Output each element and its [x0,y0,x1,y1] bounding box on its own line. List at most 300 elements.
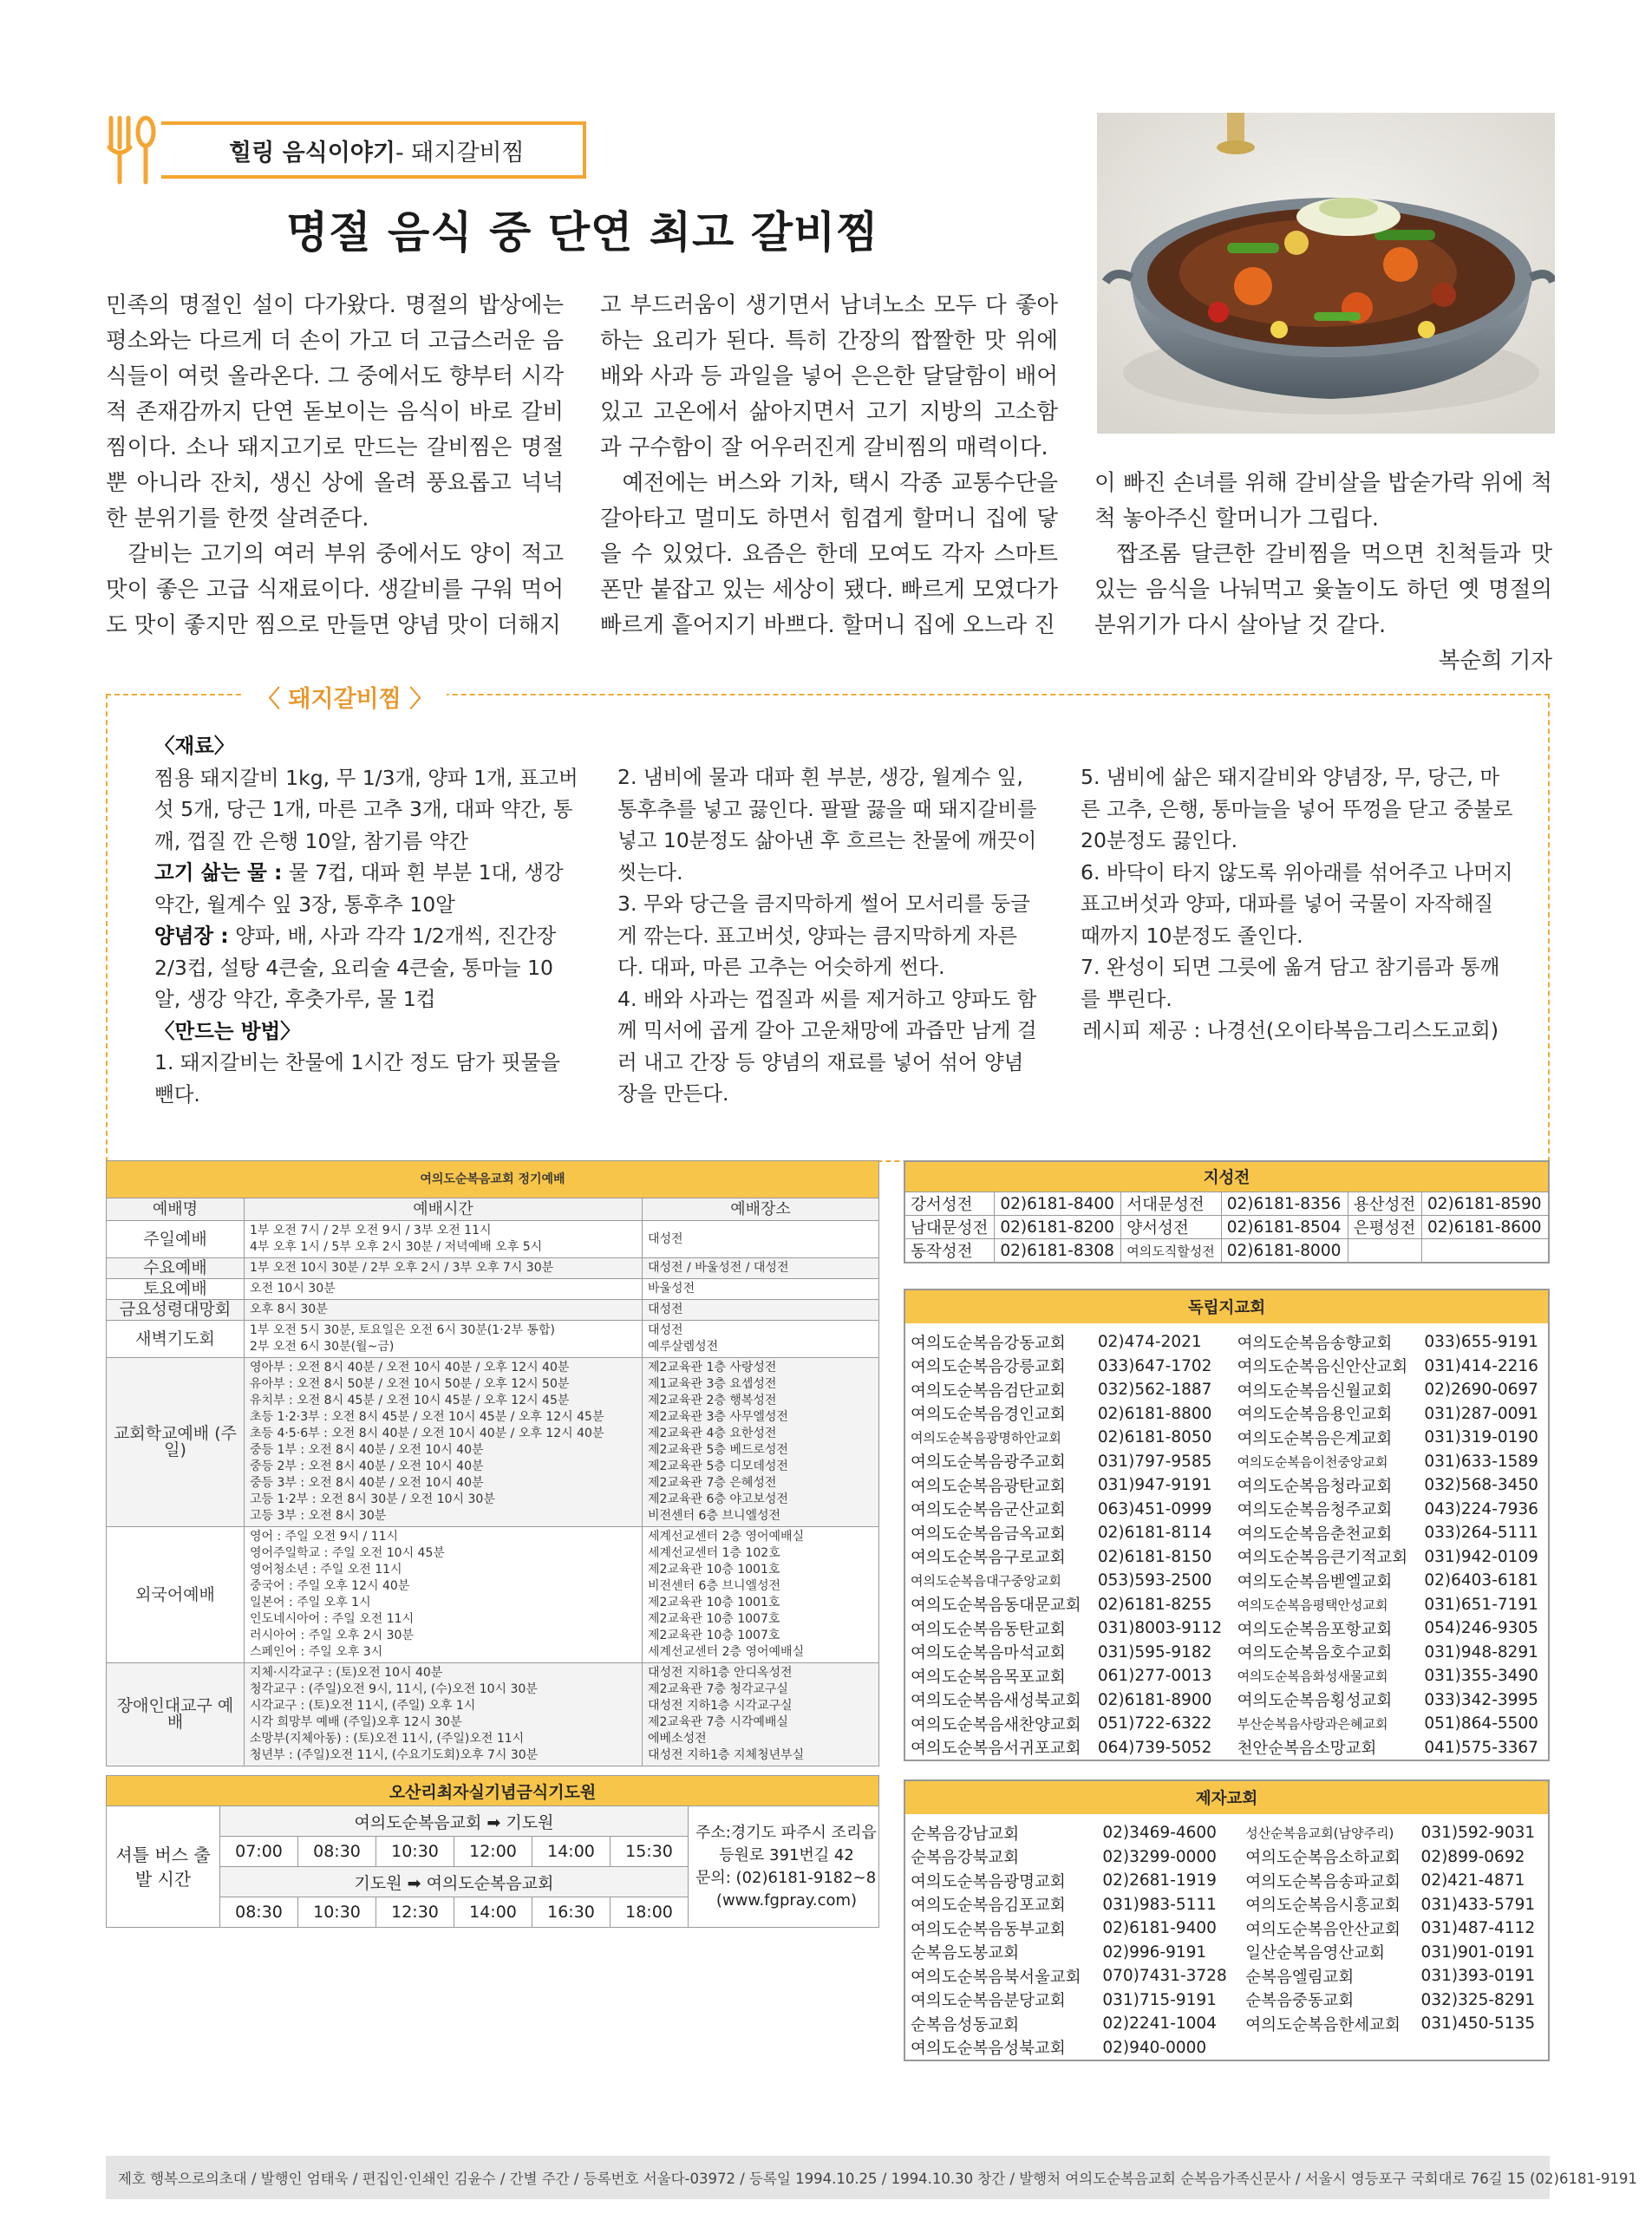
shuttle-time: 10:30 [298,1897,376,1928]
church-name: 여의도순복음구로교회 [911,1549,1066,1568]
recipe-step: 6. 바닥이 타지 않도록 위아래를 섞어주고 나머지 표고버섯과 양파, 대파를 넣어 국물이 자작해질 때까지 10분정도 졸인다. [1081,859,1513,948]
church-name: 여의도순복음이천중앙교회 [1237,1453,1388,1470]
branch-name: 여의도직할성전 [1121,1239,1222,1263]
service-name: 새벽기도회 [107,1321,245,1358]
church-name: 순복음강남교회 [911,1825,1020,1844]
shuttle-time: 08:30 [298,1837,376,1867]
service-time: 초등 4·5·6부 : 오전 8시 40분 / 오전 10시 40분 / 오후 12시 40분 [250,1427,604,1440]
service-time: 1부 오전 10시 30분 / 2부 오후 2시 / 3부 오후 7시 30분 [245,1258,643,1279]
service-place: 제1교육관 3층 요셉성전 [648,1377,777,1391]
church-row [904,1593,1549,1617]
church-name: 여의도순복음군산교회 [911,1501,1066,1520]
church-name: 천안순복음소망교회 [1237,1740,1377,1759]
branch-name: 서대문성전 [1121,1192,1222,1216]
recipe-step: 5. 냄비에 삶은 돼지갈비와 양념장, 무, 당근, 마른 고추, 은행, 통마늘을 넣어 뚜껑을 닫고 중불로 20분정도 끓인다. [1081,765,1513,852]
disciple-title: 제자교회 [904,1780,1549,1814]
materials-heading: 〈재료〉 [154,734,235,758]
service-place: 대성전 지하1층 시각교구실 [648,1699,793,1713]
church-name: 여의도순복음경인교회 [911,1406,1066,1425]
service-place: 대성전 / 바울성전 / 대성전 [643,1258,879,1279]
osan-title: 오산리최자실기념금식기도원 [107,1776,879,1806]
osan-phone: 문의: (02)6181-9182~8 [695,1868,877,1887]
church-name: 여의도순복음춘천교회 [1237,1525,1393,1544]
church-row [904,1355,1549,1379]
church-phone: 031)633-1589 [1424,1452,1538,1471]
service-time: 인도네시아어 : 주일 오전 11시 [250,1612,415,1626]
church-name: 여의도순복음서귀포교회 [911,1740,1081,1759]
recipe-step: 7. 완성이 되면 그릇에 옮겨 담고 참기름과 통깨를 뿌린다. [1081,955,1500,1011]
church-name: 여의도순복음동부교회 [911,1920,1066,1939]
church-phone: 032)568-3450 [1424,1476,1538,1495]
service-time: 오후 8시 30분 [245,1300,643,1321]
church-phone: 02)474-2021 [1097,1333,1202,1352]
branch-phone: 02)6181-8356 [1221,1192,1348,1216]
colophon: 제호 행복으로의초대 / 발행인 엄태욱 / 편집인·인쇄인 김윤수 / 간별 주간 / 등록번호 서울다-03972 / 등록일 1994.10.25 / 1994.10.30 창간 / 발행처 여의도순복음교회 순복음가족신문사 / 서울시 영등포구 국회대로 76길 15 (02)6181-9191 [106,2156,1550,2199]
branch-phone: 02)6181-8504 [1221,1216,1348,1239]
church-row [904,1330,1549,1355]
church-row [904,1964,1549,1988]
service-time: 스페인어 : 주일 오후 3시 [250,1645,383,1659]
church-phone: 032)325-8291 [1420,1990,1536,2009]
church-row [904,1450,1549,1474]
service-time: 초등 1·2·3부 : 오전 8시 45분 / 오전 10시 45분 / 오후 12시 45분 [250,1410,604,1424]
church-name: 여의도순복음안산교회 [1245,1920,1401,1939]
branch-name: 남대문성전 [904,1216,995,1239]
article-paragraph: 짭조롬 달큰한 갈비찜을 먹으면 친척들과 맛있는 음식을 나눠먹고 윷놀이도 하던 옛 명절의 분위기가 다시 살아날 것 같다. [1094,541,1552,638]
service-name: 교회학교예배 (주일) [107,1358,245,1527]
church-phone: 031)651-7191 [1424,1595,1538,1614]
worship-schedule [106,1160,879,1928]
church-name: 여의도순복음청주교회 [1237,1501,1393,1520]
church-row [904,1916,1549,1941]
service-place: 세계선교센터 2층 영어예배실 [648,1645,805,1659]
shuttle-time: 14:00 [532,1837,611,1867]
sauce-text: 양파, 배, 사과 각각 1/2개씩, 진간장 2/3컵, 설탕 4큰술, 요리술 4큰술, 통마늘 10알, 생강 약간, 후춧가루, 물 1컵 [154,924,557,1011]
church-row [904,1688,1549,1713]
branches-title: 지성전 [904,1161,1549,1192]
service-time-list [245,1663,643,1766]
church-row [904,1712,1549,1736]
service-place: 제2교육관 4층 요한성전 [648,1427,777,1440]
church-phone: 031)715-9191 [1102,1990,1217,2009]
service-name: 토요예배 [107,1279,245,1300]
church-row [904,1473,1549,1498]
church-phone: 051)722-6322 [1097,1714,1212,1734]
service-time: 시각 희망부 예배 (주일)오후 12시 30분 [250,1715,462,1729]
osan-address: 등원로 391번길 42 [719,1845,854,1864]
church-name: 여의도순복음은계교회 [1237,1429,1393,1448]
church-name: 부산순복음사랑과은혜교회 [1237,1716,1388,1733]
church-name: 여의도순복음광주교회 [911,1453,1066,1472]
disciple-box [904,1779,1550,2061]
service-place: 제2교육관 3층 사무엘성전 [648,1410,788,1424]
article-paragraph: 고 부드러움이 생기면서 남녀노소 모두 다 좋아하는 요리가 된다. 특히 간장의 짭짤한 맛 위에 배와 사과 등 과일을 넣어 은은한 달달함이 배어 있고 고온에서 삶아지면서 고기 지방의 고소함과 구수함이 잘 어우러진게 갈비찜의 매력이다. [600,292,1058,460]
church-name: 여의도순복음강릉교회 [911,1358,1066,1377]
article-column-1 [106,288,564,643]
service-name: 외국어예배 [107,1527,245,1663]
church-phone: 033)647-1702 [1097,1356,1212,1375]
service-place: 제2교육관 1층 사랑성전 [648,1361,777,1374]
church-row [904,1569,1549,1593]
church-phone: 02)2690-0697 [1424,1381,1538,1400]
church-name: 순복음성동교회 [911,2015,1020,2034]
church-name: 여의도순복음금옥교회 [911,1525,1066,1544]
church-row [904,1521,1549,1545]
service-place: 제2교육관 10층 1001호 [648,1563,780,1577]
section-tag-subtitle: - 돼지갈비찜 [395,139,525,166]
service-time: 유아부 : 오전 8시 50분 / 오전 10시 50분 / 오후 12시 50분 [250,1377,570,1391]
church-name: 여의도순복음북서울교회 [911,1968,1081,1987]
church-name: 여의도순복음분당교회 [911,1992,1066,2011]
branch-name: 은평성전 [1348,1216,1421,1239]
headline: 명절 음식 중 단연 최고 갈비찜 [286,206,879,258]
service-place: 세계선교센터 1층 102호 [648,1546,780,1560]
service-place-list [643,1527,879,1663]
church-phone: 031)948-8291 [1424,1642,1538,1662]
church-name: 여의도순복음강동교회 [911,1334,1066,1353]
article-column-2 [600,288,1058,643]
church-name: 여의도순복음소하교회 [1245,1849,1401,1868]
church-phone: 02)6181-8050 [1097,1428,1212,1447]
recipe-step: 3. 무와 당근을 큼지막하게 썰어 모서리를 둥글게 깎는다. 표고버섯, 양파는 큼지막하게 자른다. 대파, 마른 고추는 어슷하게 썬다. [617,891,1030,979]
recipe-column-2 [617,761,1042,1110]
shuttle-time: 12:30 [376,1897,454,1928]
service-time: 영어주일학교 : 주일 오전 10시 45분 [250,1546,445,1560]
service-time: 청각교구 : (주일)오전 9시, 11시, (수)오전 10시 30분 [250,1682,538,1696]
church-name: 여의도순복음횡성교회 [1237,1692,1393,1711]
service-place-list [643,1663,879,1766]
recipe-title: 〈 돼지갈비찜 〉 [243,680,447,714]
service-time: 중등 3부 : 오전 8시 40분 / 오전 10시 40분 [250,1476,484,1490]
church-phone: 031)947-9191 [1097,1476,1212,1495]
church-phone: 02)6181-8255 [1097,1595,1212,1614]
branch-name: 동작성전 [904,1239,995,1263]
church-name: 여의도순복음마석교회 [911,1644,1066,1663]
branch-phone: 02)6181-8200 [995,1216,1121,1239]
shuttle-time: 07:00 [220,1837,298,1867]
church-name: 여의도순복음신안산교회 [1237,1358,1408,1377]
branch-phone: 02)6181-8600 [1421,1216,1549,1239]
materials-text: 찜용 돼지갈비 1kg, 무 1/3개, 양파 1개, 표고버섯 5개, 당근 1개, 마른 고추 3개, 대파 약간, 통깨, 껍질 깐 은행 10알, 참기름 약간 [154,765,578,853]
service-place: 제2교육관 10층 1007호 [648,1629,780,1642]
church-phone: 031)393-0191 [1420,1967,1536,1986]
church-name: 여의도순복음큰기적교회 [1237,1549,1408,1568]
shuttle-label: 셔틀 버스 출발 시간 [107,1806,220,1928]
church-phone: 053)593-2500 [1097,1571,1212,1590]
recipe-step: 2. 냄비에 물과 대파 흰 부분, 생강, 월계수 잎, 통후추를 넣고 끓인다. 팔팔 끓을 때 돼지갈비를 넣고 10분정도 삶아낸 후 흐르는 찬물에 깨끗이 씻는다. [617,765,1037,885]
church-phone: 02)2681-1919 [1102,1871,1217,1890]
branch-phone [1421,1239,1549,1263]
service-name: 금요성령대망회 [107,1300,245,1321]
church-phone: 033)264-5111 [1424,1524,1538,1543]
church-name: 여의도순복음광명하안교회 [911,1430,1061,1446]
church-name: 순복음강북교회 [911,1849,1020,1868]
church-phone: 032)562-1887 [1097,1381,1212,1400]
shuttle-time: 18:00 [611,1897,689,1928]
church-phone: 02)996-9191 [1102,1942,1207,1962]
method-heading: 〈만드는 방법〉 [154,1018,301,1043]
church-name: 일산순복음영산교회 [1245,1944,1386,1963]
service-time-list [245,1358,643,1527]
service-time: 중국어 : 주일 오후 12시 40분 [250,1579,410,1593]
church-phone: 02)940-0000 [1102,2038,1207,2057]
service-time: 청년부 : (주일)오전 11시, (수요기도회)오후 7시 30분 [250,1748,539,1762]
church-row [904,1736,1549,1761]
galbijjim-photo [1097,113,1555,434]
shuttle-time: 14:00 [454,1897,532,1928]
church-name: 여의도순복음동대문교회 [911,1596,1081,1616]
church-phone: 033)655-9191 [1424,1333,1538,1352]
service-name: 주일예배 [107,1221,245,1258]
church-name: 여의도순복음용인교회 [1237,1406,1393,1425]
church-row [904,1988,1549,2013]
service-place: 바울성전 [643,1279,879,1300]
church-phone: 031)942-0109 [1424,1547,1538,1566]
service-place: 제2교육관 6층 야고보성전 [648,1492,788,1506]
church-phone: 02)421-4871 [1420,1871,1525,1890]
church-phone: 031)287-0091 [1424,1404,1538,1423]
branch-phone: 02)6181-8590 [1421,1192,1549,1216]
recipe-column-3 [1081,761,1514,1047]
branch-name [1348,1239,1421,1263]
church-phone: 02)3469-4600 [1102,1824,1217,1843]
church-phone: 031)901-0191 [1420,1942,1536,1962]
church-name: 여의도순복음호수교회 [1237,1644,1393,1663]
service-time: 고등 1·2부 : 오전 8시 30분 / 오전 10시 30분 [250,1492,495,1506]
church-row [904,1402,1549,1427]
church-name: 여의도순복음청라교회 [1237,1477,1393,1496]
church-phone: 02)6181-8114 [1097,1524,1212,1543]
osan-address: 주소:경기도 파주시 조리읍 [695,1823,877,1842]
service-time: 고등 3부 : 오전 8시 30분 [250,1509,387,1523]
shuttle-time: 10:30 [376,1837,454,1867]
sauce-label: 양념장 : [154,924,229,948]
shuttle-time: 12:00 [454,1837,532,1867]
church-name: 여의도순복음신월교회 [1237,1381,1393,1401]
service-time: 1부 오전 7시 / 2부 오전 9시 / 3부 오전 11시 [250,1224,492,1237]
church-row [904,2012,1549,2036]
service-place: 대성전 [643,1221,879,1258]
church-row [904,1641,1549,1665]
service-name: 장애인대교구 예배 [107,1663,245,1766]
church-name: 여의도순복음새성북교회 [911,1692,1081,1711]
church-phone: 064)739-5052 [1097,1738,1212,1757]
church-phone [1416,2036,1549,2061]
church-phone: 031)433-5791 [1420,1895,1536,1914]
church-name: 여의도순복음동탄교회 [911,1620,1066,1639]
church-row [904,1941,1549,1965]
service-place: 에베소성전 [648,1732,707,1746]
church-name [1240,2036,1415,2061]
service-time: 시각교구 : (토)오전 11시, (주일) 오후 1시 [250,1699,476,1713]
church-name: 여의도순복음한세교회 [1245,2015,1401,2034]
church-name: 여의도순복음포항교회 [1237,1620,1393,1639]
church-phone: 02)6403-6181 [1424,1571,1538,1590]
church-name: 여의도순복음광탄교회 [911,1477,1066,1496]
church-phone: 033)342-3995 [1424,1690,1538,1709]
church-name: 여의도순복음송향교회 [1237,1334,1393,1353]
recipe-column-1 [154,730,579,1110]
church-row [904,1664,1549,1688]
recipe-credit: 레시피 제공 : 나경선(오이타복음그리스도교회) [1082,1018,1499,1042]
service-place: 제2교육관 5층 베드로성전 [648,1443,788,1457]
article-paragraph: 이 빠진 손녀를 위해 갈비살을 밥숟가락 위에 척척 놓아주신 할머니가 그립다. [1094,470,1552,532]
church-row [904,1378,1549,1402]
service-place-list [643,1358,879,1527]
service-place: 대성전 [643,1300,879,1321]
church-phone: 02)899-0692 [1420,1847,1525,1866]
church-name: 여의도순복음평택안성교회 [1237,1596,1388,1613]
church-name: 순복음엘림교회 [1245,1968,1355,1987]
service-time: 1부 오전 5시 30분, 토요일은 오전 6시 30분(1·2부 통합) [250,1323,555,1337]
recipe-step: 4. 배와 사과는 껍질과 씨를 제거하고 양파도 함께 믹서에 곱게 갈아 고운채망에 과즙만 남게 걸러 내고 간장 등 양념의 재료를 넣어 섞어 양념장을 만든다. [617,986,1037,1106]
church-phone: 02)6181-8900 [1097,1690,1212,1709]
utensils-icon [104,113,160,187]
service-place: 제2교육관 10층 1001호 [648,1596,780,1610]
article-paragraph: 민족의 명절인 설이 다가왔다. 명절의 밥상에는 평소와는 다르게 더 손이 가고 더 고급스러운 음식들이 여럿 올라온다. 그 중에서도 향부터 시각적 존재감까지 단연 돋보이는 음식이 바로 갈비찜이다. 소나 돼지고기로 만드는 갈비찜은 명절 뿐 아니라 잔치, 생신 상에 올려 풍요롭고 넉넉한 분위기를 한껏 살려준다. [106,292,564,532]
church-phone: 061)277-0013 [1097,1667,1212,1686]
church-phone: 031)414-2216 [1424,1356,1538,1375]
shuttle-route: 기도원 ➡ 여의도순복음교회 [220,1867,689,1897]
boil-label: 고기 삶는 물 : [154,860,283,885]
recipe-step: 1. 돼지갈비는 찬물에 1시간 정도 담가 핏물을 뺀다. [154,1050,561,1107]
section-tag [161,121,586,179]
church-row [904,1426,1549,1450]
service-time: 러시아어 : 주일 오후 2시 30분 [250,1629,414,1642]
shuttle-time: 15:30 [611,1837,689,1867]
service-place: 대성전 지하1층 안디옥성전 [648,1666,793,1680]
service-place: 제2교육관 7층 청각교구실 [648,1682,788,1696]
church-row [904,1616,1549,1641]
branch-name: 양서성전 [1121,1216,1222,1239]
branches-box [904,1160,1550,1263]
service-time: 2부 오전 6시 30분(월~금) [250,1340,395,1354]
service-place: 제2교육관 2층 행복성전 [648,1394,777,1407]
church-name: 여의도순복음시흥교회 [1245,1897,1401,1916]
section-tag-label: 힐링 음식이야기 [229,139,395,166]
service-time: 유치부 : 오전 8시 45분 / 오전 10시 45분 / 오후 12시 45분 [250,1394,570,1407]
church-name: 순복음도봉교회 [911,1944,1020,1963]
service-place: 대성전 지하1층 지체청년부실 [648,1748,805,1762]
church-row [904,1869,1549,1893]
church-phone: 031)595-9182 [1097,1642,1212,1662]
worship-title: 여의도순복음교회 정기예배 [107,1161,879,1198]
church-phone: 031)355-3490 [1424,1667,1538,1686]
service-time: 지체·시각교구 : (토)오전 10시 40분 [250,1666,443,1680]
shuttle-route: 여의도순복음교회 ➡ 기도원 [220,1806,689,1837]
service-time: 일본어 : 주일 오후 1시 [250,1596,371,1610]
church-name: 여의도순복음김포교회 [911,1897,1066,1916]
church-phone: 031)797-9585 [1097,1452,1212,1471]
church-name: 여의도순복음광명교회 [911,1872,1066,1891]
church-phone: 043)224-7936 [1424,1499,1538,1518]
church-row [904,2036,1549,2061]
service-time: 중등 1부 : 오전 8시 40분 / 오전 10시 40분 [250,1443,484,1457]
church-name: 여의도순복음목포교회 [911,1668,1066,1687]
service-place: 비전센터 6층 브니엘성전 [648,1509,781,1523]
col-header-name: 예배명 [107,1198,245,1221]
service-time: 소망부(지체아동) : (토)오전 11시, (주일)오전 11시 [250,1732,525,1746]
church-phone: 031)8003-9112 [1097,1619,1223,1638]
osan-website: (www.fgpray.com) [715,1890,858,1910]
article-paragraph: 갈비는 고기의 여러 부위 중에서도 양이 적고 맛이 좋은 고급 식재료이다. 생갈비를 구워 먹어도 맛이 좋지만 찜으로 만들면 양념 맛이 더해지 [106,541,564,638]
church-phone: 031)319-0190 [1424,1428,1538,1447]
church-phone: 02)6181-9400 [1102,1919,1217,1938]
church-phone: 054)246-9305 [1424,1619,1538,1638]
church-phone: 02)2241-1004 [1102,2014,1217,2034]
shuttle-time: 08:30 [220,1897,298,1928]
service-place: 대성전 [648,1323,683,1337]
service-place: 제2교육관 5층 디모데성전 [648,1459,788,1473]
church-name: 여의도순복음대구중앙교회 [911,1573,1061,1590]
church-phone: 02)6181-8150 [1097,1547,1212,1566]
branch-phone: 02)6181-8400 [995,1192,1121,1216]
shuttle-table [106,1775,879,1928]
independent-box [904,1289,1550,1761]
church-phone: 031)487-4112 [1420,1919,1536,1938]
service-time: 영아부 : 오전 8시 40분 / 오전 10시 40분 / 오후 12시 40분 [250,1361,570,1374]
service-time-list [245,1527,643,1663]
church-phone: 063)451-0999 [1097,1499,1212,1518]
article-column-3 [1094,466,1552,679]
service-time: 4부 오후 1시 / 5부 오후 2시 30분 / 저녁예배 오후 5시 [250,1240,543,1254]
service-time: 오전 10시 30분 [245,1279,643,1300]
church-row [904,1893,1549,1917]
branch-name: 강서성전 [904,1192,995,1216]
service-place: 세계선교센터 2층 영어예배실 [648,1530,805,1544]
church-phone: 031)592-9031 [1420,1824,1536,1843]
church-row [904,1821,1549,1845]
church-phone: 041)575-3367 [1424,1738,1538,1757]
service-place: 제2교육관 10층 1007호 [648,1612,780,1626]
church-name: 성산순복음교회(남양주리) [1245,1825,1394,1842]
church-name: 여의도순복음벧엘교회 [1237,1572,1393,1591]
osan-contact [689,1806,879,1928]
church-name: 여의도순복음검단교회 [911,1381,1066,1401]
church-row [904,1498,1549,1522]
church-name: 순복음중동교회 [1245,1992,1355,2011]
church-row [904,1845,1549,1870]
church-phone: 02)3299-0000 [1102,1847,1217,1866]
service-place: 예루살렘성전 [648,1340,719,1354]
service-time: 영어 : 주일 오전 9시 / 11시 [250,1530,399,1544]
independent-title: 독립지교회 [904,1290,1549,1323]
service-place: 제2교육관 7층 은혜성전 [648,1476,777,1490]
church-phone: 031)450-5135 [1420,2014,1536,2034]
col-header-place: 예배장소 [643,1198,879,1221]
service-time: 영어청소년 : 주일 오전 11시 [250,1563,402,1577]
church-phone: 070)7431-3728 [1102,1967,1227,1986]
service-place: 제2교육관 7층 시각예배실 [648,1715,788,1729]
church-phone: 031)983-5111 [1102,1895,1217,1914]
service-time: 중등 2부 : 오전 8시 40분 / 오전 10시 40분 [250,1459,484,1473]
article-paragraph: 예전에는 버스와 기차, 택시 각종 교통수단을 갈아타고 멀미도 하면서 힘겹게 할머니 집에 닿을 수 있었다. 요즘은 한데 모여도 각자 스마트폰만 붙잡고 있는 세상이 됐다. 빠르게 모였다가 빠르게 흩어지기 바쁘다. 할머니 집에 오느라 진 [600,470,1058,638]
church-phone: 051)864-5500 [1424,1714,1538,1734]
church-name: 여의도순복음화성새물교회 [1237,1668,1388,1685]
service-place: 비전센터 6층 브니엘성전 [648,1579,781,1593]
col-header-time: 예배시간 [245,1198,643,1221]
branch-name: 용산성전 [1348,1192,1421,1216]
boil-text: 물 7컵, 대파 흰 부분 1대, 생강 약간, 월계수 잎 3장, 통후추 10알 [154,860,564,917]
church-phone: 02)6181-8800 [1097,1404,1212,1423]
shuttle-time: 16:30 [532,1897,611,1928]
church-name: 여의도순복음송파교회 [1245,1872,1401,1891]
branch-phone: 02)6181-8308 [995,1239,1121,1263]
church-row [904,1545,1549,1570]
church-name: 여의도순복음새찬양교회 [911,1715,1081,1734]
church-name: 여의도순복음성북교회 [911,2040,1066,2059]
byline: 복순희 기자 [1438,648,1552,674]
